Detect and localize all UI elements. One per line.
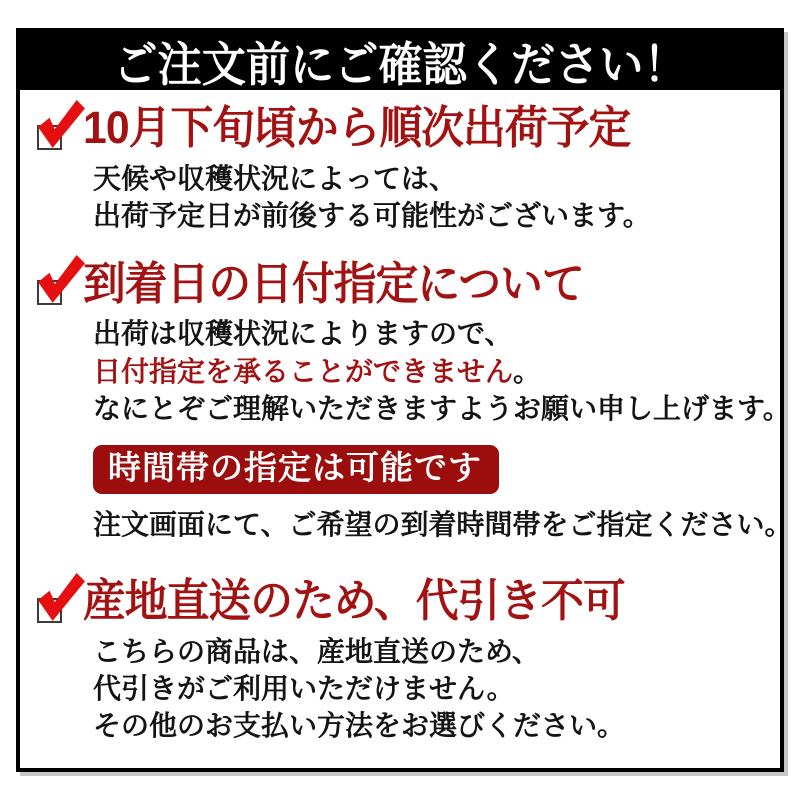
notice-frame [16,28,793,772]
time-slot-badge: 時間帯の指定は可能です [93,445,499,494]
body-text-line: 出荷予定日が前後する可能性がございます。 [93,200,651,232]
emphasis-period: 。 [513,355,542,387]
body-text-line: 代引きがご利用いただけません。 [93,672,515,704]
section-heading-row [35,257,766,309]
checkbox-check-icon [35,259,75,306]
checkbox-check-icon [35,577,75,624]
body-text-line: こちらの商品は、産地直送のため、 [93,635,540,667]
checkmark-icon [36,573,86,623]
body-text-line: 天候や収穫状況によっては、 [93,163,458,194]
section-heading-row [35,574,766,626]
section-heading: 到着日の日付指定について [83,257,584,309]
checkmark-icon [36,100,86,150]
body-text-line: なにとぞご理解いただきますようお願い申し上げます。 [93,392,791,424]
notice-title: ご注文前にご確認ください！ [112,37,688,91]
time-slot-badge-row [93,445,766,494]
body-text-line: 出荷は収穫状況によりますので、 [93,318,513,350]
section-date-designation [35,257,793,543]
section-shipping-schedule [35,104,766,234]
body-text-line-emphasis [93,353,766,390]
emphasis-red-text: 日付指定を承ることができません [93,355,514,387]
checkbox-check-icon [35,104,75,151]
notice-header [20,32,780,90]
body-text-line: その他のお支払い方法をお選びください。 [93,710,626,742]
section-heading-row [35,102,766,154]
section-heading: 産地直送のため、代引き不可 [83,574,625,626]
badge-note-text: 注文画面にて、ご希望の到着時間帯をご指定ください。 [93,509,793,541]
notice-content [20,90,793,744]
checkmark-icon [36,255,86,305]
section-heading: 10月下旬頃から順次出荷予定 [83,102,631,154]
section-cod-not-available [35,574,766,745]
